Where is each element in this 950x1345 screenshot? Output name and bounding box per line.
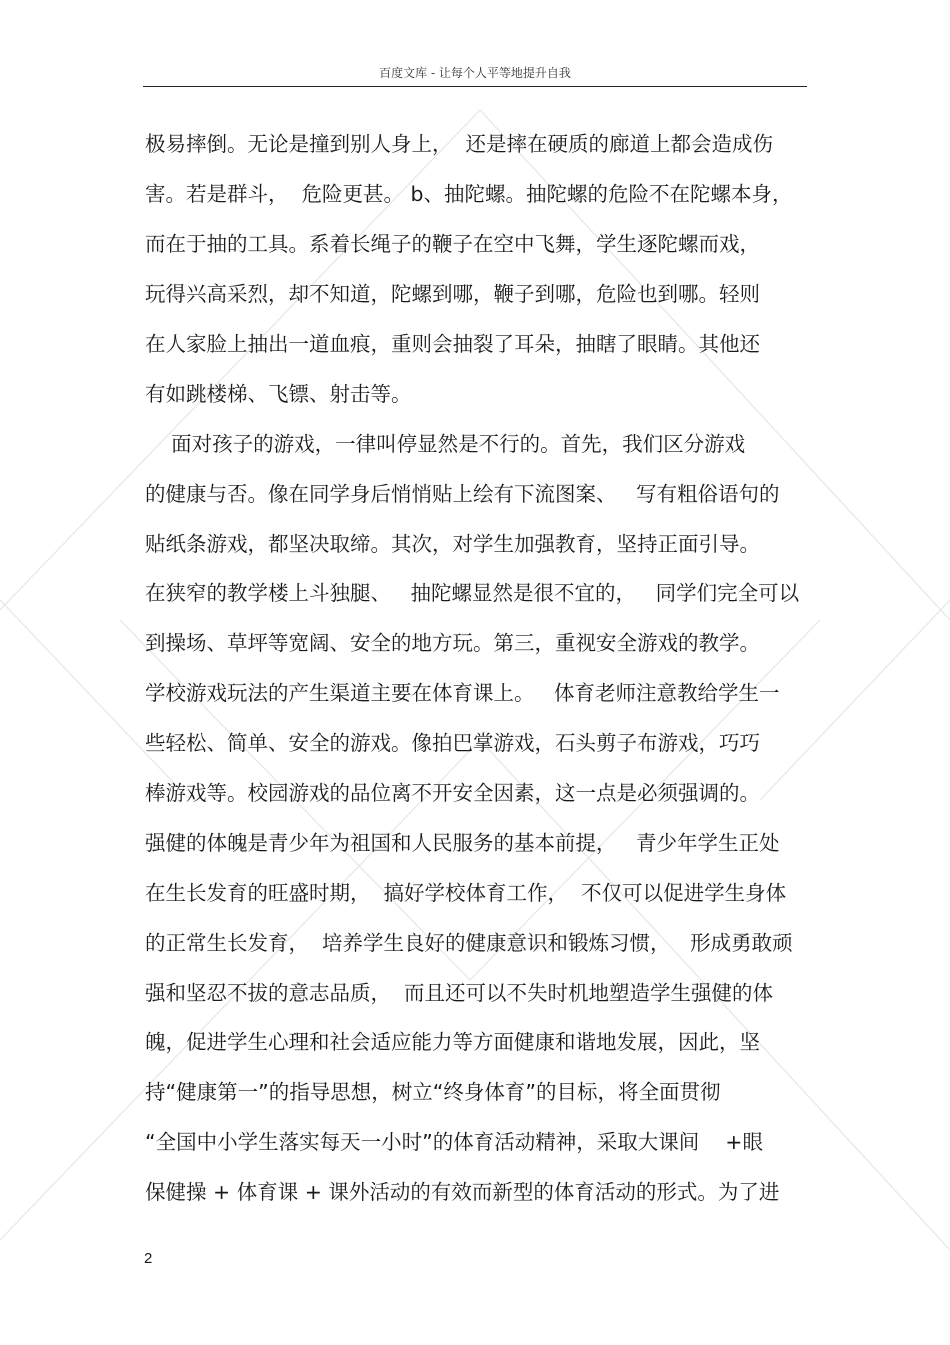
- body-line: 棒游戏等。校园游戏的品位离不开安全因素，这一点是必须强调的。: [145, 781, 760, 805]
- body-line: 有如跳楼梯、飞镖、射击等。: [145, 382, 412, 406]
- body-line: 玩得兴高采烈，却不知道，陀螺到哪，鞭子到哪，危险也到哪。轻则: [145, 282, 760, 306]
- body-line: 的健康与否。像在同学身后悄悄贴上绘有下流图案、 写有粗俗语句的: [145, 482, 780, 506]
- page-header: [143, 66, 807, 87]
- body-line: 些轻松、简单、安全的游戏。像拍巴掌游戏，石头剪子布游戏，巧巧: [145, 731, 760, 755]
- body-line: 极易摔倒。无论是撞到别人身上， 还是摔在硬质的廊道上都会造成伤: [145, 132, 774, 156]
- body-line: “全国中小学生落实每天一小时”的体育活动精神，采取大课间 +眼: [145, 1130, 763, 1154]
- page-number: 2: [144, 1250, 153, 1267]
- body-line: 魄，促进学生心理和社会适应能力等方面健康和谐地发展，因此，坚: [145, 1030, 760, 1054]
- body-line: 的正常生长发育， 培养学生良好的健康意识和锻炼习惯， 形成勇敢顽: [145, 931, 793, 955]
- body-line: 持“健康第一”的指导思想，树立“终身体育”的目标，将全面贯彻: [145, 1080, 721, 1104]
- body-line: 在人家脸上抽出一道血痕，重则会抽裂了耳朵，抽瞎了眼睛。其他还: [145, 332, 760, 356]
- header-text: 百度文库 - 让每个人平等地提升自我: [379, 66, 571, 80]
- body-line: 在狭窄的教学楼上斗独腿、 抽陀螺显然是很不宜的， 同学们完全可以: [145, 581, 800, 605]
- body-line: 贴纸条游戏，都坚决取缔。其次，对学生加强教育，坚持正面引导。: [145, 532, 760, 556]
- body-line: 面对孩子的游戏，一律叫停显然是不行的。首先，我们区分游戏: [145, 432, 746, 456]
- body-line: 强健的体魄是青少年为祖国和人民服务的基本前提， 青少年学生正处: [145, 831, 780, 855]
- body-line: 害。若是群斗， 危险更甚。 b、抽陀螺。抽陀螺的危险不在陀螺本身，: [145, 182, 793, 206]
- body-line: 在生长发育的旺盛时期， 搞好学校体育工作， 不仅可以促进学生身体: [145, 881, 787, 905]
- body-line: 学校游戏玩法的产生渠道主要在体育课上。 体育老师注意教给学生一: [145, 681, 780, 705]
- body-line: 保健操 + 体育课 + 课外活动的有效而新型的体育活动的形式。为了进: [145, 1180, 780, 1204]
- body-line: 而在于抽的工具。系着长绳子的鞭子在空中飞舞，学生逐陀螺而戏，: [145, 232, 760, 256]
- body-line: 强和坚忍不拔的意志品质， 而且还可以不失时机地塑造学生强健的体: [145, 981, 774, 1005]
- body-line: 到操场、草坪等宽阔、安全的地方玩。第三，重视安全游戏的教学。: [145, 631, 760, 655]
